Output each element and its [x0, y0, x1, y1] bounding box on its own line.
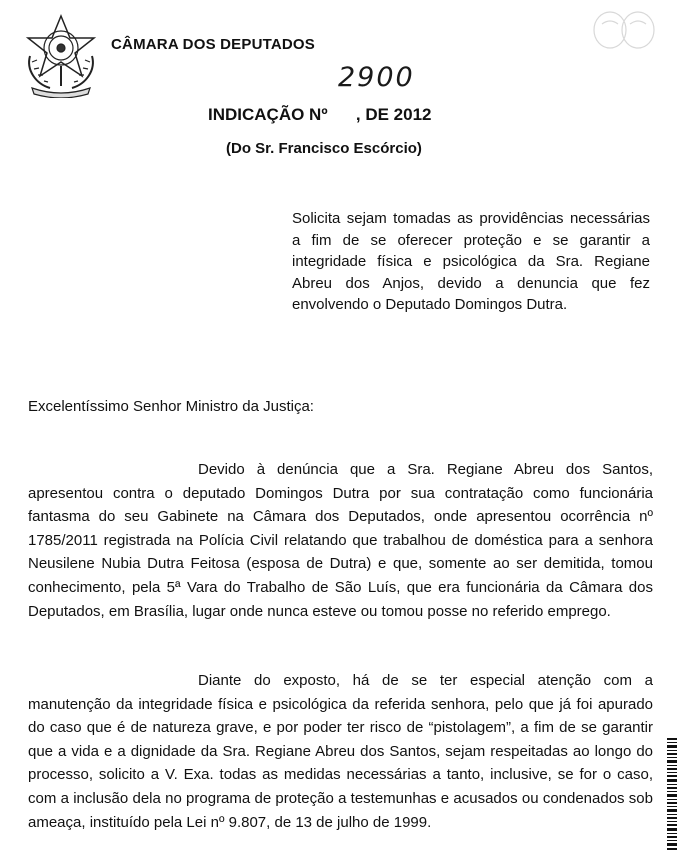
handwritten-number: 2900	[338, 62, 415, 93]
summary-ementa: Solicita sejam tomadas as providências necessárias a fim de se oferecer proteção e se garantir a integridade física e psicológica da Sra. Regiane Abreu dos Anjos, devido a denuncia que fez envolvendo o Deputado Domingos Dutra.	[292, 210, 650, 313]
barcode-icon	[667, 738, 677, 853]
chamber-name: CÂMARA DOS DEPUTADOS	[111, 36, 316, 53]
body-paragraph-1: Devido à denúncia que a Sra. Regiane Abreu dos Santos, apresentou contra o deputado Domingos Dutra por sua contratação como funcionária fantasma do seu Gabinete na Câmara dos Deputados, onde apresentou ocorrência nº 1785/2011 registrada na Polícia Civil relatando que trabalhou de doméstica para a senhora Neusilene Nubia Dutra Feitosa (esposa de Dutra) e que, somente ao ser demitida, tomou conhecimento, pela 5ª Vara do Trabalho de São Luís, que era funcionária da Câmara dos Deputados, em Brasília, lugar onde nunca esteve ou tomou posse no referido emprego.	[28, 461, 653, 620]
body-paragraph-2: Diante do exposto, há de se ter especial atenção com a manutenção da integridade física e psicológica da referida senhora, pelo que já foi apurado do caso que é de natureza grave, e por poder ter risco de “pistolagem”, a fim de se garantir que a vida e a dignidade da Sra. Regiane Abreu dos Santos, sejam respeitadas ao longo do processo, solicito a V. Exa. todas as medidas necessárias a tanto, inclusive, se for o caso, com a inclusão dela no programa de proteção a testemunhas e acusados ou condenados sob ameaça, instituído pela Lei nº 9.807, de 13 de julho de 1999.	[28, 672, 653, 831]
coat-of-arms-icon	[18, 12, 104, 98]
document-author: (Do Sr. Francisco Escórcio)	[226, 140, 422, 157]
faint-stamp-icon	[588, 6, 660, 54]
document-title: INDICAÇÃO Nº , DE 2012	[208, 105, 432, 124]
salutation: Excelentíssimo Senhor Ministro da Justiça:	[28, 398, 314, 415]
